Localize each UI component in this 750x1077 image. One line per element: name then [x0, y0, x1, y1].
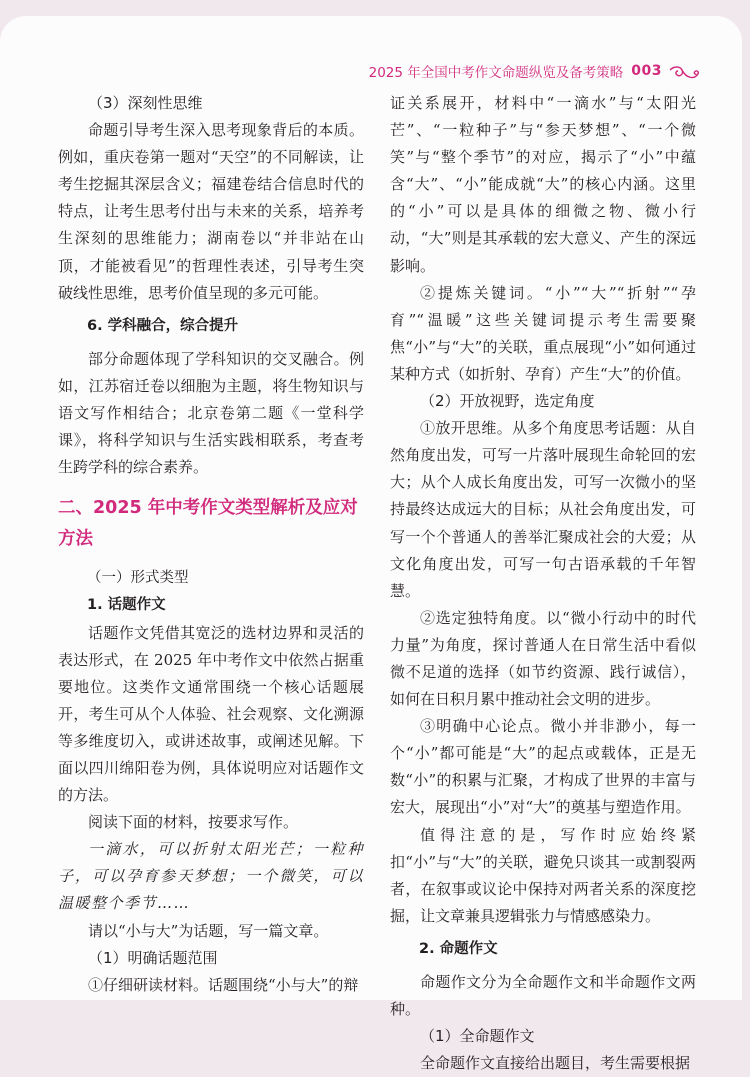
paragraph: 命题作文分为全命题作文和半命题作文两种。	[390, 973, 696, 1019]
paragraph: 阅读下面的材料，按要求写作。	[88, 813, 299, 832]
heading-topic-essay: 1. 话题作文	[87, 597, 166, 614]
subheading-full-proposition: （1）全命题作文	[420, 1027, 535, 1046]
swirl-ornament-icon	[668, 64, 700, 86]
paragraph: 命题引导考生深入思考现象背后的本质。例如，重庆卷第一题对“天空”的不同解读，让考生挖掘其深层含义；福建卷结合信息时代的特点，让考生思考付出与未来的关系，培养考生深刻的思维能力；湖南卷以“并非站在山顶，才能被看见”的哲理性表述，引导考生突破线性思维，思考价值呈现的多元可能。	[58, 121, 364, 302]
paragraph: ③明确中心论点。微小并非渺小，每一个“小”都可能是“大”的起点或载体，正是无数“小”的积累与汇聚，才构成了世界的丰富与宏大，展现出“小”对“大”的奠基与塑造作用。	[390, 717, 696, 817]
paragraph: 部分命题体现了学科知识的交叉融合。例如，江苏宿迁卷以细胞为主题，将生物知识与语文写作相结合；北京卷第二题《一堂科学课》，将科学知识与生活实践相联系，考查考生跨学科的综合素养。	[58, 349, 364, 477]
paragraph: 证关系展开，材料中“一滴水”与“太阳光芒”、“一粒种子”与“参天梦想”、“一个微笑”与“整个季节”的对应，揭示了“小”中蕴含“大”、“小”能成就“大”的核心内涵。这里的“小”可以是具体的细微之物、微小行动，“大”则是其承载的宏大意义、产生的深远影响。	[390, 94, 696, 275]
subheading-form-types: （一）形式类型	[87, 570, 189, 587]
left-column	[58, 90, 364, 999]
paragraph: 全命题作文直接给出题目，考生需要根据	[420, 1054, 691, 1073]
paragraph: 请以“小与大”为话题，写一篇文章。	[88, 921, 329, 940]
subheading-open-view: （2）开放视野，选定角度	[420, 392, 595, 411]
section-title: 二、2025 年中考作文类型解析及应对方法	[58, 498, 358, 550]
page-number: 003	[631, 63, 662, 79]
header-title: 2025 年全国中考作文命题纵览及备考策略	[368, 65, 624, 81]
material-quote: 一滴水，可以折射太阳光芒；一粒种子，可以孕育参天梦想；一个微笑，可以温暖整个季节……	[58, 840, 364, 913]
right-column	[390, 90, 696, 1077]
paragraph: ①放开思维。从多个角度思考话题：从自然角度出发，可写一片落叶展现生命轮回的宏大；从个人成长角度出发，可写一次微小的坚持最终达成远大的目标；从社会角度出发，可写一个个普通人的善举汇聚成社会的大爱；从文化角度出发，可写一句古语承载的千年智慧。	[390, 419, 696, 600]
heading-subject-integration: 6. 学科融合，综合提升	[87, 317, 239, 334]
page	[0, 16, 742, 1073]
running-header	[369, 56, 700, 86]
subheading-clarify-scope: （1）明确话题范围	[88, 948, 218, 967]
paragraph: ②提炼关键词。“小”“大”“折射”“孕育”“温暖”这些关键词提示考生需要聚焦“小”与“大”的关联，重点展现“小”如何通过某种方式（如折射、孕育）产生“大”的价值。	[390, 283, 696, 383]
paragraph: ①仔细研读材料。话题围绕“小与大”的辩	[88, 975, 359, 994]
heading-proposition-essay: 2. 命题作文	[419, 940, 498, 957]
paragraph: 话题作文凭借其宽泛的选材边界和灵活的表达形式，在 2025 年中考作文中依然占据重要地位。这类作文通常围绕一个核心话题展开，考生可从个人体验、社会观察、文化溯源等多维度切入，或讲述故事，或阐述见解。下面以四川绵阳卷为例，具体说明应对话题作文的方法。	[58, 623, 364, 805]
subheading-deep-thinking: （3）深刻性思维	[88, 94, 203, 112]
paragraph: ②选定独特角度。以“微小行动中的时代力量”为角度，探讨普通人在日常生活中看似微不足道的选择（如节约资源、践行诚信），如何在日积月累中推动社会文明的进步。	[390, 608, 696, 709]
paragraph: 值得注意的是，写作时应始终紧扣“小”与“大”的关联，避免只谈其一或割裂两者，在叙事或议论中保持对两者关系的深度挖掘，让文章兼具逻辑张力与情感感染力。	[390, 825, 696, 925]
